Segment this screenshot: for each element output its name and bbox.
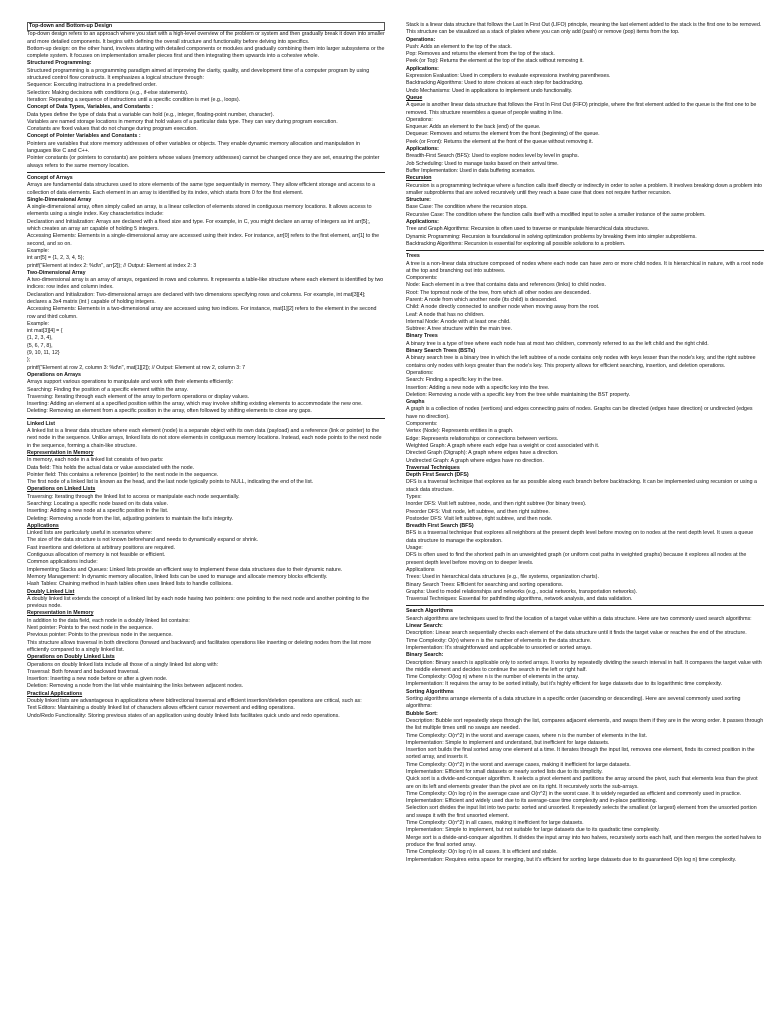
right-col-heading: Operations: — [406, 36, 436, 43]
left-col-paragraph: Implementing Stacks and Queues: Linked lists provide an efficient way to implement these data structures due to their dynamic nature. — [27, 566, 343, 573]
right-col-heading: Bubble Sort: — [406, 710, 438, 717]
right-col-paragraph: Root: The topmost node of the tree, from which all other nodes are descended. — [406, 289, 591, 296]
left-col-paragraph: Sequence: Executing instructions in a predefined order. — [27, 82, 157, 89]
right-col-paragraph: Search: Finding a specific key in the tree. — [406, 377, 503, 384]
left-col-paragraph: printf("Element at row 2, column 3: %d\n", mat[1][2]); // Output: Element at row 2, column 3: 7 — [27, 364, 246, 371]
left-col-paragraph: Traversing: Iterating through the linked list to access or manipulate each node sequentially. — [27, 493, 240, 500]
left-col-heading: Top-down and Bottom-up Design — [27, 22, 385, 31]
right-col-paragraph: Binary Search Trees: Efficient for searching and sorting operations. — [406, 581, 564, 588]
right-col-paragraph: Inorder DFS: Visit left subtree, node, and then right subtree (for binary trees). — [406, 501, 587, 508]
right-col-paragraph: Dynamic Programming: Recursion is foundational in solving optimization problems by breaking them into simpler subproblems. — [406, 233, 697, 240]
left-col-paragraph: Pointer field: This contains a reference (pointer) to the next node in the sequence. — [27, 471, 219, 478]
right-col-paragraph: Implementation: Simple to implement and understand, but inefficient for large datasets. — [406, 739, 610, 746]
right-col-paragraph: BFS is a traversal technique that explores all neighbors at the present depth level before moving on to nodes at the next depth level. It uses a queue data structure to manage the exploration. — [406, 530, 754, 544]
right-col-heading: Breadth First Search (BFS) — [406, 523, 474, 530]
left-col-paragraph: {1, 2, 3, 4}, — [27, 335, 53, 342]
left-col-paragraph: The size of the data structure is not known beforehand and needs to dynamically expand or shrink. — [27, 537, 259, 544]
right-col-paragraph: Traversal Techniques: Essential for pathfinding algorithms, network analysis, and data validation. — [406, 596, 633, 603]
right-col-paragraph: Node: Each element in a tree that contains data and references (links) to child nodes. — [406, 282, 606, 289]
left-col-paragraph: Undo/Redo Functionality: Storing previous states of an application using doubly linked lists facilitates quick undo and redo operations. — [27, 712, 340, 719]
left-col-paragraph: Data field: This holds the actual data or value associated with the node. — [27, 464, 195, 471]
left-col-paragraph: Text Editors: Maintaining a doubly linked list of characters allows efficient cursor movement and editing operations. — [27, 705, 295, 712]
right-col-paragraph: Selection sort divides the input list into two parts: sorted and unsorted. It repeatedly selects the smallest (or largest) element from the unsorted portion and swaps it with the first unsorted element. — [406, 805, 757, 819]
right-col-heading: Graphs — [406, 399, 425, 406]
left-col-heading: Concept of Arrays — [27, 174, 73, 181]
left-col-paragraph: Deletion: Removing a node from the list while maintaining the links between adjacent nodes. — [27, 683, 244, 690]
left-col-heading: Single-Dimensional Array — [27, 196, 92, 203]
right-col-paragraph: Undo Mechanisms: Used in applications to implement undo functionality. — [406, 87, 573, 94]
right-col-paragraph: Time Complexity: O(n^2) in the worst and average cases, where n is the number of elements in the list. — [406, 732, 648, 739]
left-col-paragraph: }; — [27, 357, 31, 364]
left-col-heading: Operations on Doubly Linked Lists — [27, 654, 115, 661]
left-col-paragraph: Example: — [27, 320, 50, 327]
left-col-paragraph: Hash Tables: Chaining method in hash tables often uses linked lists to handle collisions. — [27, 581, 233, 588]
left-col-section-divider — [27, 418, 385, 419]
left-col-heading: Structured Programming: — [27, 60, 92, 67]
right-column — [406, 22, 764, 864]
left-col-paragraph: Searching: Finding the position of a specific element within the array. — [27, 386, 188, 393]
right-col-paragraph: Implementation: Requires extra space for merging, but it's efficient for sorting large datasets due to its guaranteed O(n log n) time complexity. — [406, 856, 737, 863]
left-col-paragraph: Linked lists are particularly useful in scenarios where: — [27, 530, 153, 537]
right-col-paragraph: Pop: Removes and returns the element from the top of the stack. — [406, 51, 555, 58]
right-col-paragraph: Time Complexity: O(n log n) in all cases. It is efficient and stable. — [406, 849, 558, 856]
left-col-paragraph: Declaration and Initialization: Arrays are declared with a fixed size and type. For example, in C, you might declare an array of integers as int arr[5];, which creates an array arr capable of holding 5 integers. — [27, 218, 371, 233]
right-col-heading: Traversal Techniques — [406, 464, 460, 471]
left-col-paragraph: Accessing Elements: Elements in a two-dimensional array are accessed using two indices. For instance, mat[1][2] refers to the element in the second row and third column. — [27, 306, 377, 320]
left-col-paragraph: Arrays support various operations to manipulate and work with their elements efficiently: — [27, 379, 233, 386]
left-col-heading: Doubly Linked List — [27, 588, 75, 595]
left-col-paragraph: The first node of a linked list is known as the head, and the last node typically points to NULL, indicating the end of the list. — [27, 479, 314, 486]
right-col-paragraph: DFS is a traversal technique that explores as far as possible along each branch before backtracking. It can be implemented using recursion or using a stack data structure. — [406, 479, 757, 493]
right-col-paragraph: Backtracking Algorithms: Used to store choices at each step for backtracking. — [406, 80, 584, 87]
right-col-paragraph: Time Complexity: O(n) where n is the number of elements in the data structure. — [406, 637, 592, 644]
left-column — [27, 22, 385, 720]
right-col-heading: Queue — [406, 94, 423, 101]
left-col-paragraph: Constants are fixed values that do not change during program execution. — [27, 126, 198, 133]
left-col-paragraph: Memory Management: In dynamic memory allocation, linked lists can be used to manage and allocate memory blocks efficiently. — [27, 573, 328, 580]
left-col-paragraph: In memory, each node in a linked list consists of two parts: — [27, 457, 164, 464]
right-col-heading: Linear Search: — [406, 623, 443, 630]
right-col-paragraph: Enqueue: Adds an element to the back (end) of the queue. — [406, 124, 541, 131]
right-col-paragraph: A graph is a collection of nodes (vertices) and edges connecting pairs of nodes. Graphs can be directed (edges have direction) or undirected (edges have no direction). — [406, 406, 753, 420]
left-col-paragraph: Data types define the type of data that a variable can hold (e.g., integer, floating-point number, character). — [27, 111, 275, 118]
left-col-paragraph: In addition to the data field, each node in a doubly linked list contains: — [27, 617, 190, 624]
right-col-paragraph: Description: Bubble sort repeatedly steps through the list, compares adjacent elements, and swaps them if they are in the wrong order. It passes through the list multiple times until no swaps are needed. — [406, 717, 764, 732]
left-col-paragraph: Contiguous allocation of memory is not feasible or efficient. — [27, 552, 166, 559]
right-col-paragraph: Preorder DFS: Visit node, left subtree, and then right subtree. — [406, 508, 550, 515]
left-col-heading: Representation in Memory — [27, 449, 94, 456]
left-col-paragraph: Searching: Locating a specific node based on its data value. — [27, 501, 169, 507]
right-col-paragraph: Components: — [406, 421, 438, 428]
right-col-heading: Trees — [406, 253, 420, 260]
left-col-paragraph: A doubly linked list extends the concept of a linked list by each node having two pointers: one pointing to the next node and another pointing to the previous node. — [27, 595, 370, 610]
right-col-paragraph: Directed Graph (Digraph): A graph where edges have a direction. — [406, 450, 559, 457]
right-col-paragraph: Dequeue: Removes and returns the element from the front (beginning) of the queue. — [406, 131, 600, 138]
right-col-paragraph: Parent: A node from which another node (its child) is descended. — [406, 296, 558, 303]
right-col-paragraph: A binary search tree is a binary tree in which the left subtree of a node contains only nodes with keys lesser than the node's key, and the right subtree contains only nodes with keys greater than the node's key. This property allows for efficient searching, insertion, and deletion operations. — [406, 355, 756, 369]
left-col-paragraph: A linked list is a linear data structure where each element (node) is a separate object with its own data (payload) and a reference (link or pointer) to the next node in the sequence. Unlike arrays, linked lists do not store elements in contiguous memory locations. Instead, each node points to the next node in the sequence, forming a chain-like structure. — [27, 428, 382, 449]
left-col-paragraph: Selection: Making decisions with conditions (e.g., if-else statements). — [27, 89, 189, 96]
right-col-paragraph: Operations: — [406, 116, 433, 123]
left-col-heading: Operations on Arrays — [27, 371, 81, 378]
left-col-paragraph: Declaration and Initialization: Two-dimensional arrays are declared with two dimensions specifying rows and columns. For example, int mat[3][4]; declares a 3x4 matrix (int ) capable of holding integers. — [27, 291, 366, 305]
right-col-paragraph: Implementation: Efficient and widely used due to its average-case time complexity and in-place partitioning. — [406, 798, 658, 805]
right-col-paragraph: Time Complexity: O(n^2) in the worst and average cases, making it inefficient for large datasets. — [406, 761, 631, 768]
right-col-paragraph: Usage: — [406, 545, 423, 552]
right-col-paragraph: A tree is a non-linear data structure composed of nodes where each node can have zero or more child nodes. It is hierarchical in nature, with a root node at the top and branching out into subtrees. — [406, 260, 764, 274]
left-col-paragraph: Insertion: Inserting a new node before or after a given node. — [27, 676, 168, 683]
right-col-heading: Sorting Algorithms — [406, 688, 454, 695]
left-col-paragraph: Accessing Elements: Elements in a single-dimensional array are accessed using their index. For instance, arr[0] refers to the first element, arr[1] to the second, and so on. — [27, 233, 380, 247]
right-col-paragraph: Push: Adds an element to the top of the stack. — [406, 43, 512, 50]
right-col-paragraph: Child: A node directly connected to another node when moving away from the root. — [406, 304, 600, 311]
right-col-paragraph: Stack is a linear data structure that follows the Last In First Out (LIFO) principle, meaning the last element added to the stack is the first one to be removed. This structure can be visualized as a stack of plates where you can only add (push) or remove (pop) items from the top. — [406, 22, 762, 36]
left-col-paragraph: Previous pointer: Points to the previous node in the sequence. — [27, 632, 173, 639]
left-col-paragraph: int arr[5] = {1, 2, 3, 4, 5}; — [27, 255, 84, 262]
left-col-paragraph: A single-dimensional array, often simply called an array, is a linear collection of elements stored in contiguous memory locations. It allows access to elements using a single index. Key characteristics include: — [27, 204, 372, 218]
right-col-paragraph: Undirected Graph: A graph where edges have no direction. — [406, 457, 544, 464]
right-col-paragraph: Peek (or Front): Returns the element at the front of the queue without removing it. — [406, 138, 593, 145]
right-col-paragraph: Operations: — [406, 369, 434, 376]
right-col-heading: Binary Search Trees (BSTs) — [406, 348, 476, 355]
right-col-paragraph: Time Complexity: O(n^2) in all cases, making it inefficient for large datasets. — [406, 820, 584, 827]
right-col-paragraph: Implementation: Efficient for small datasets or nearly sorted lists due to its simplicity. — [406, 768, 603, 775]
left-col-paragraph: Inserting: Adding an element at a specified position within the array, which may involve shifting existing elements to accommodate the new one. — [27, 401, 363, 408]
right-col-heading: Recursion — [406, 175, 432, 182]
right-col-paragraph: Description: Linear search sequentially checks each element of the data structure until it finds the target value or reaches the end of the structure. — [406, 630, 747, 637]
right-col-heading: Applications: — [406, 219, 439, 226]
right-col-heading: Binary Search: — [406, 652, 444, 659]
left-col-paragraph: {5, 6, 7, 8}, — [27, 342, 53, 349]
left-col-paragraph: Next pointer: Points to the next node in the sequence. — [27, 625, 154, 632]
right-col-paragraph: Time Complexity: O(log n) where n is the number of elements in the array. — [406, 674, 580, 681]
left-col-heading: Concept of Pointer Variables and Constants : — [27, 133, 141, 140]
left-col-paragraph: int mat[3][4] = { — [27, 328, 63, 335]
left-col-paragraph: Top-down design refers to an approach where you start with a high-level overview of the problem or system and then gradually break it down into smaller and more detailed components. It begins with defining the overall structure and functionality before delving into specifics. — [27, 31, 385, 45]
left-col-paragraph: Pointers are variables that store memory addresses of other variables or objects. They enable dynamic memory allocation and manipulation in languages like C and C++. — [27, 140, 360, 155]
left-col-paragraph: Variables are named storage locations in memory that hold values of a particular data type. They can vary during program execution. — [27, 118, 338, 125]
right-col-paragraph: Graphs: Used to model relationships and networks (e.g., social networks, transportation networks). — [406, 588, 638, 595]
left-col-paragraph: {9, 10, 11, 12} — [27, 350, 60, 357]
left-col-paragraph: Inserting: Adding a new node at a specific position in the list. — [27, 508, 169, 515]
left-col-paragraph: A two-dimensional array is an array of arrays, organized in rows and columns. It represents a table-like structure where each element is identified by two indices: row index and column index. — [27, 277, 384, 291]
right-col-paragraph: Applications — [406, 566, 435, 573]
right-col-paragraph: Implementation: It's straightforward and applicable to unsorted or sorted arrays. — [406, 644, 592, 651]
left-col-section-divider — [27, 172, 385, 173]
right-col-paragraph: Expression Evaluation: Used in compilers to evaluate expressions involving parentheses. — [406, 73, 611, 80]
left-col-heading: Applications — [27, 522, 59, 529]
left-col-paragraph: Deleting: Removing a node from the list, adjusting pointers to maintain the list's integrity. — [27, 515, 234, 522]
right-col-paragraph: Components: — [406, 275, 438, 282]
right-col-paragraph: Internal Node: A node with at least one child. — [406, 318, 511, 325]
left-col-paragraph: Common applications include: — [27, 559, 98, 566]
left-col-paragraph: Fast insertions and deletions at arbitrary positions are required. — [27, 544, 176, 551]
left-col-heading: Concept of Data Types, Variables, and Constants : — [27, 104, 154, 111]
right-col-paragraph: Breadth-First Search (BFS): Used to explore nodes level by level in graphs. — [406, 153, 579, 160]
left-col-paragraph: Pointer constants (or pointers to constants) are pointers whose values (memory addresses) cannot be changed once they are set, ensuring the pointer always refers to the same memory location. — [27, 155, 380, 169]
right-col-paragraph: Peek (or Top): Returns the element at the top of the stack without removing it. — [406, 58, 584, 65]
right-col-heading: Structure: — [406, 197, 431, 204]
right-col-paragraph: Vertex (Node): Represents entities in a graph. — [406, 428, 514, 435]
right-col-paragraph: Postorder DFS: Visit left subtree, right subtree, and then node. — [406, 515, 553, 522]
right-col-paragraph: Types: — [406, 494, 422, 500]
left-col-paragraph: This structure allows traversal in both directions (forward and backward) and facilitates operations like inserting or deleting nodes from the list more efficiently compared to a singly linked list. — [27, 639, 372, 653]
left-col-paragraph: Bottom-up design: on the other hand, involves starting with detailed components or modules and gradually combining them into larger subsystems or the complete system. It focuses on implementation smaller pieces first and then integrating them upwards into a cohesive whole. — [27, 45, 385, 60]
right-col-paragraph: DFS is often used to find the shortest path in an unweighted graph (or uniform cost paths in weighted graphs) because it explores all nodes at the present depth level before moving on to deeper levels. — [406, 552, 747, 566]
left-col-paragraph: Deleting: Removing an element from a specific position in the array, often followed by shifting elements to close any gaps. — [27, 408, 312, 415]
right-col-paragraph: Implementation: Simple to implement, but not suitable for large datasets due to its quadratic time complexity. — [406, 827, 660, 834]
right-col-paragraph: Deletion: Removing a node with a specific key from the tree while maintaining the BST property. — [406, 391, 631, 398]
left-col-heading: Operations on Linked Lists — [27, 486, 96, 493]
left-col-paragraph: Operations on doubly linked lists include all those of a singly linked list along with: — [27, 661, 219, 668]
right-col-paragraph: Buffer Implementation: Used in data buffering scenarios. — [406, 167, 536, 174]
right-col-paragraph: Insertion: Adding a new node with a specific key into the tree. — [406, 384, 550, 391]
right-col-paragraph: Base Case: The condition where the recursion stops. — [406, 204, 528, 211]
right-col-paragraph: Edge: Represents relationships or connections between vertices. — [406, 435, 559, 442]
right-col-section-divider — [406, 250, 764, 251]
left-col-paragraph: printf("Element at index 2: %d\n", arr[2]); // Output: Element at index 2: 3 — [27, 262, 197, 269]
right-col-heading: Applications: — [406, 65, 439, 72]
left-col-paragraph: Example: — [27, 247, 50, 254]
left-col-paragraph: Iteration: Repeating a sequence of instructions until a specific condition is met (e.g., loops). — [27, 96, 241, 103]
right-col-paragraph: Implementation: It requires the array to be sorted initially, but it's highly efficient for large datasets due to its logarithmic time complexity. — [406, 681, 723, 688]
right-col-paragraph: Recursive Case: The condition where the function calls itself with a modified input to solve a smaller instance of the same problem. — [406, 211, 706, 218]
right-col-paragraph: Leaf: A node that has no children. — [406, 311, 485, 318]
left-col-paragraph: Doubly linked lists are advantageous in applications where bidirectional traversal and efficient insertion/deletion operations are critical, such as: — [27, 698, 362, 705]
right-col-paragraph: A binary tree is a type of tree where each node has at most two children, commonly referred to as the left child and the right child. — [406, 340, 709, 347]
right-col-heading: Binary Trees — [406, 333, 438, 340]
right-col-paragraph: Merge sort is a divide-and-conquer algorithm. It divides the input array into two halves, recursively sorts each half, and then merges the sorted halves to produce the final sorted array. — [406, 834, 762, 848]
right-col-paragraph: Insertion sort builds the final sorted array one element at a time. It iterates through the input list, removes one element, finds its correct position in the sorted array, and inserts it. — [406, 747, 755, 761]
right-col-paragraph: Time Complexity: O(n log n) in the average case and O(n^2) in the worst case. It is widely regarded as efficient and commonly used in practice. — [406, 790, 742, 797]
right-col-heading: Depth First Search (DFS) — [406, 472, 469, 479]
left-col-heading: Practical Applications — [27, 690, 83, 697]
left-col-paragraph: Traversal: Both forward and backward traversal. — [27, 668, 140, 675]
left-col-paragraph: Traversing: Iterating through each element of the array to perform operations or display values. — [27, 393, 250, 400]
right-col-heading: Applications: — [406, 146, 439, 153]
right-col-paragraph: Trees: Used in hierarchical data structures (e.g., file systems, organization charts). — [406, 574, 599, 581]
right-col-paragraph: Subtree: A tree structure within the main tree. — [406, 326, 512, 333]
right-col-paragraph: A queue is another linear data structure that follows the First In First Out (FIFO) principle, where the first element added to the queue is the first one to be removed. This structure resembles a queue of people waiting in line. — [406, 102, 757, 116]
left-col-paragraph: Structured programming is a programming paradigm aimed at improving the clarity, quality, and development time of a computer program by using structured control flow constructs. It emphasizes a logical structure through: — [27, 67, 370, 82]
right-col-paragraph: Tree and Graph Algorithms: Recursion is often used to traverse or manipulate hierarchical data structures. — [406, 226, 649, 233]
right-col-paragraph: Recursion is a programming technique where a function calls itself directly or indirectly in order to solve a problem. It involves breaking down a problem into smaller subproblems that are solved recursively until they reach a base case that does not require further recursion. — [406, 182, 762, 196]
left-col-paragraph: Arrays are fundamental data structures used to store elements of the same type sequentially in memory. They allow efficient storage and access to a collection of data elements. Each element in an array is identified by its index, which starts from 0 for the first element. — [27, 182, 376, 196]
right-col-paragraph: Search algorithms are techniques used to find the location of a target value within a data structure. Here are two commonly used search algorithms: — [406, 615, 752, 622]
right-col-paragraph: Description: Binary search is applicable only to sorted arrays. It works by repeatedly dividing the search interval in half. It compares the target value with the middle element and decides to continue the search in the left or right half. — [406, 659, 762, 673]
left-col-heading: Two-Dimensional Array — [27, 269, 86, 276]
right-col-paragraph: Sorting algorithms arrange elements of a data structure in a specific order (ascending or descending). Here are several commonly used sorting algorithms: — [406, 696, 741, 710]
right-col-section-divider — [406, 605, 764, 606]
right-col-paragraph: Weighted Graph: A graph where each edge has a weight or cost associated with it. — [406, 442, 600, 449]
right-col-heading: Search Algorithms — [406, 608, 453, 615]
right-col-paragraph: Job Scheduling: Used to manage tasks based on their arrival time. — [406, 160, 559, 167]
right-col-paragraph: Backtracking Algorithms: Recursion is essential for exploring all possible solutions to a problem. — [406, 240, 626, 247]
left-col-heading: Linked List — [27, 420, 55, 427]
left-col-heading: Representation in Memory — [27, 610, 94, 617]
right-col-paragraph: Quick sort is a divide-and-conquer algorithm. It selects a pivot element and partitions the array around the pivot, such that elements less than the pivot are on its left and elements greater than the pivot are on its right. It recursively sorts the sub-arrays. — [406, 776, 758, 790]
